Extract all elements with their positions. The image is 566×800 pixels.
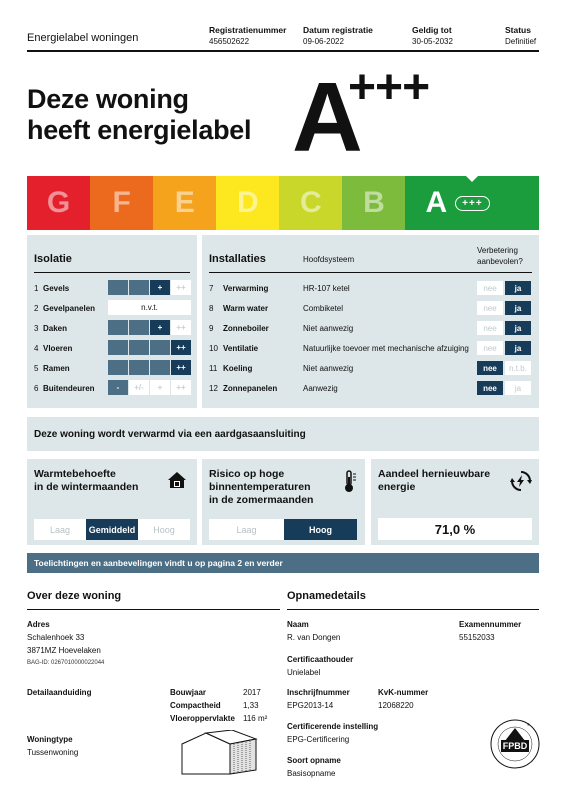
row-number: 9 [209,323,214,333]
row-number: 1 [34,283,39,293]
hernieuwbaar-panel [371,459,539,545]
option-ja: ja [505,281,531,295]
fpbd-logo [489,718,541,770]
row-label: Gevels [43,283,70,293]
isolatie-row [27,360,197,376]
isolatie-row [27,300,197,316]
document-type: Energielabel woningen [27,32,139,44]
isolatie-row [27,380,197,396]
risico-toggle [209,519,357,540]
row-system: Niet aanwezig [303,363,354,373]
certificerende-instelling-label: Certificerende instelling [287,722,379,731]
document-header [27,22,539,52]
rating-cell: - [108,380,128,395]
verbetering-header: Verbetering aanbevolen? [477,246,523,266]
rating-cell [129,280,149,295]
row-system: Natuurlijke toevoer met mechanische afzuiging [303,343,469,353]
certificerende-instelling-value: EPG-Certificering [287,735,350,744]
row-label: Koeling [223,363,253,373]
row-number: 10 [209,343,218,353]
rating-cell [150,360,170,375]
row-label: Warm water [223,303,269,313]
valid-until: 30-05-2032 [412,37,453,46]
warmte-option-laag: Laag [34,519,86,540]
compactheid-value: 1,33 [243,701,259,710]
heating-banner-text: Deze woning wordt verwarmd via een aardgasaansluiting [34,429,306,440]
energy-label-plus: +++ [348,61,430,114]
row-number: 12 [209,383,218,393]
row-number: 5 [34,363,39,373]
svg-text:FPBD: FPBD [502,741,528,751]
rating-cell: ++ [171,280,191,295]
risico-panel [202,459,365,545]
scale-b: B [342,176,405,230]
row-label: Ventilatie [223,343,259,353]
inschrijfnummer-value: EPG2013-14 [287,701,334,710]
row-number: 2 [34,303,39,313]
certificaathouder-label: Certificaathouder [287,655,354,664]
installaties-title: Installaties [209,253,266,265]
isolatie-row [27,280,197,296]
rating-cell [108,340,128,355]
option-nee: nee [477,321,503,335]
toelichting-strip: Toelichtingen en aanbevelingen vindt u op pagina 2 en verder [27,553,539,573]
certificaathouder-value: Unielabel [287,668,321,677]
naam-label: Naam [287,620,309,629]
option-ja: ja [505,321,531,335]
installatie-row [202,320,539,336]
row-label: Daken [43,323,68,333]
risico-option-laag: Laag [209,519,284,540]
registration-number: 456502622 [209,37,250,46]
scale-c: C [279,176,342,230]
row-label: Buitendeuren [43,383,95,393]
hernieuwbaar-title: Aandeel hernieuwbare energie [378,468,491,493]
warmtebehoefte-title: Warmtebehoefte in de wintermaanden [34,468,139,493]
compactheid-label: Compactheid [170,701,221,710]
headline-line-1: Deze woning [27,84,189,114]
house-icon [167,471,187,489]
row-number: 4 [34,343,39,353]
opnamedetails-title: Opnamedetails [287,590,366,602]
rating-bar [108,340,192,355]
bag-id: BAG-ID: 0267010000022044 [27,660,105,666]
energy-label-scale [27,176,539,230]
option-nee: nee [477,341,503,355]
hoofdsysteem-header: Hoofdsysteem [303,255,355,264]
option-nee: nee [477,361,503,375]
energy-label-letter: A [292,62,363,172]
rating-cell [108,280,128,295]
scale-g: G [27,176,90,230]
scale-a-plus: +++ [455,196,490,211]
over-woning-title: Over deze woning [27,590,122,602]
headline-line-2: heeft energielabel [27,115,252,145]
warmtebehoefte-panel [27,459,197,545]
registration-date-label: Datum registratie [303,25,373,35]
row-label: Zonneboiler [223,323,269,333]
woningtype-label: Woningtype [27,735,73,744]
scale-f: F [90,176,153,230]
recommendation-indicator [477,381,533,395]
installaties-panel [202,235,539,408]
rating-cell: ++ [171,360,191,375]
row-label: Zonnepanelen [223,383,278,393]
rating-cell: + [150,280,170,295]
risico-title: Risico op hoge binnentemperaturen in de zomermaanden [209,468,314,506]
registration-date: 09-06-2022 [303,37,344,46]
adres-line-1: Schalenhoek 33 [27,633,85,642]
row-system: Aanwezig [303,383,338,393]
rating-cell [150,340,170,355]
soort-opname-value: Basisopname [287,769,336,778]
bouwjaar-value: 2017 [243,688,261,697]
row-number: 11 [209,363,218,373]
recommendation-indicator [477,341,533,355]
rating-cell [108,320,128,335]
isolatie-row [27,340,197,356]
examennummer-value: 55152033 [459,633,495,642]
bouwjaar-label: Bouwjaar [170,688,207,697]
valid-until-label: Geldig tot [412,25,452,35]
inschrijfnummer-label: Inschrijfnummer [287,688,350,697]
warmte-option-hoog: Hoog [138,519,190,540]
valid-until-block [412,24,453,48]
rating-cell: +/- [129,380,149,395]
scale-a-active: A +++ [405,176,539,230]
house-type-illustration [178,730,260,776]
rating-cell: ++ [171,380,191,395]
installatie-row [202,380,539,396]
rating-cell: + [150,320,170,335]
isolatie-title: Isolatie [34,253,72,265]
installatie-row [202,300,539,316]
isolatie-panel [27,235,197,408]
hernieuwbaar-value: 71,0 % [378,518,532,540]
recommendation-indicator [477,301,533,315]
rating-cell [129,340,149,355]
heating-banner [27,417,539,451]
status-value: Definitief [505,37,537,46]
rating-cell: ++ [171,340,191,355]
rating-cell: + [150,380,170,395]
kvk-label: KvK-nummer [378,688,429,697]
adres-line-2: 3871MZ Hoevelaken [27,646,101,655]
row-number: 8 [209,303,214,313]
vloeroppervlakte-value: 116 m² [243,714,268,723]
rating-bar [108,300,192,315]
option-ja: ja [505,341,531,355]
option-nee: nee [477,381,503,395]
registration-number-label: Registratienummer [209,25,287,35]
vloeroppervlakte-label: Vloeroppervlakte [170,714,235,723]
rating-bar [108,360,192,375]
naam-value: R. van Dongen [287,633,341,642]
recommendation-indicator [477,321,533,335]
row-system: HR-107 ketel [303,283,350,293]
installatie-row [202,340,539,356]
option-nee: nee [477,301,503,315]
option-ja: ja [505,301,531,315]
thermometer-icon [340,469,358,493]
rating-cell [129,320,149,335]
recommendation-indicator [477,281,533,295]
warmtebehoefte-toggle [34,519,190,540]
registration-date-block [303,24,373,48]
row-number: 6 [34,383,39,393]
rating-bar [108,280,192,295]
rating-bar [108,320,192,335]
svg-text:®: ® [527,722,530,727]
row-label: Verwarming [223,283,269,293]
adres-label: Adres [27,620,50,629]
row-number: 7 [209,283,214,293]
rating-cell: ++ [171,320,191,335]
scale-e: E [153,176,216,230]
scale-d: D [216,176,279,230]
rating-bar [108,380,192,395]
renewable-energy-icon [510,470,532,492]
soort-opname-label: Soort opname [287,756,341,765]
row-label: Ramen [43,363,70,373]
row-number: 3 [34,323,39,333]
isolatie-row [27,320,197,336]
detailaanduiding-label: Detailaanduiding [27,688,92,697]
rating-value: n.v.t. [108,300,191,315]
row-system: Niet aanwezig [303,323,354,333]
recommendation-indicator [477,361,533,375]
status-label: Status [505,25,531,35]
registration-number-block [209,24,286,48]
option-ja: ja [505,381,531,395]
examennummer-label: Examennummer [459,620,522,629]
warmte-option-gemiddeld: Gemiddeld [86,519,138,540]
row-label: Gevelpanelen [43,303,96,313]
headline [27,84,251,146]
option-ja: n.t.b. [505,361,531,375]
status-block [505,24,536,48]
rating-cell [129,360,149,375]
kvk-value: 12068220 [378,701,414,710]
rating-cell [108,360,128,375]
row-label: Vloeren [43,343,73,353]
row-system: Combiketel [303,303,344,313]
risico-option-hoog: Hoog [284,519,357,540]
installatie-row [202,360,539,376]
installatie-row [202,280,539,296]
option-nee: nee [477,281,503,295]
energy-label-big [292,61,430,172]
woningtype-value: Tussenwoning [27,748,79,757]
